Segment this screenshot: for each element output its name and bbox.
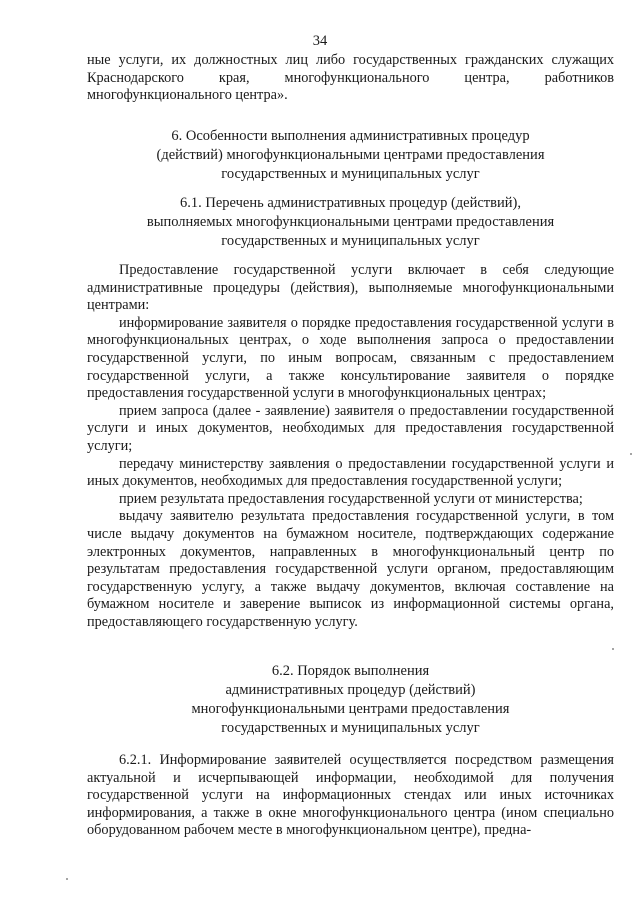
section-6-2-heading-line-3: многофункциональными центрами предоставления bbox=[191, 701, 510, 717]
scan-speck bbox=[612, 648, 614, 650]
section-6-2-body bbox=[87, 752, 614, 840]
section-6-heading-line-1: 6. Особенности выполнения административных процедур bbox=[171, 128, 530, 144]
paragraph-issue-result: выдачу заявителю результата предоставления государственной услуги, в том числе выдачу документов на бумажном носителе, подтверждающих содержание электронных документов, направленных в многофункциональный центр по результатам предоставления государственной услуги органом, предоставляющим государственную услугу, а также выдачу документов, включая составление на бумажном носителе и заверение выписок из информационной системы органа, предоставляющего государственную услугу. bbox=[87, 508, 614, 630]
scan-speck bbox=[630, 453, 632, 455]
section-6-2-heading-line-1: 6.2. Порядок выполнения bbox=[271, 663, 430, 679]
page-number: 34 bbox=[312, 33, 328, 49]
section-6-heading bbox=[87, 127, 614, 184]
paragraph-request: прием запроса (далее - заявление) заявителя о предоставлении государственной услуги и иных документов, необходимых для предоставления государственной услуги; bbox=[87, 402, 614, 454]
section-6-2-heading bbox=[87, 662, 614, 738]
section-6-1-heading-line-1: 6.1. Перечень административных процедур (действий), bbox=[180, 195, 521, 211]
section-6-1-heading bbox=[87, 194, 614, 251]
section-6-2-heading-line-2: административных процедур (действий) bbox=[225, 682, 476, 698]
section-6-1-body bbox=[87, 262, 614, 631]
paragraph-informing: информирование заявителя о порядке предоставления государственной услуги в многофункциональных центрах, о ходе выполнения запроса о предоставлении государственной услуги, по иным вопросам, связанным с предоставлением государственной услуги, а также консультирование заявителя о порядке предоставления государственной услуги в многофункциональных центрах; bbox=[87, 314, 614, 402]
section-6-heading-line-3: государственных и муниципальных услуг bbox=[221, 166, 480, 182]
scan-speck bbox=[66, 878, 68, 880]
section-6-2-heading-line-4: государственных и муниципальных услуг bbox=[221, 720, 480, 736]
paragraph-transfer: передачу министерству заявления о предоставлении государственной услуги и иных документов, необходимых для предоставления государственной услуги; bbox=[87, 455, 614, 490]
paragraph-6-2-1: 6.2.1. Информирование заявителей осуществляется посредством размещения актуальной и исчерпывающей информации, необходимой для получения государственной услуги на информационных стендах или иных источниках информирования, а также в окне многофункционального центра (ином специально оборудованном рабочем месте в многофункциональном центре), предна- bbox=[87, 752, 614, 839]
section-6-1-heading-line-3: государственных и муниципальных услуг bbox=[221, 233, 480, 249]
intro-paragraph: ные услуги, их должностных лиц либо государственных гражданских служащих Краснодарского края, многофункционального центра, работников многофункционального центра». bbox=[87, 52, 614, 104]
section-6-1-heading-line-2: выполняемых многофункциональными центрами предоставления bbox=[146, 214, 555, 230]
section-6-heading-line-2: (действий) многофункциональными центрами предоставления bbox=[156, 147, 545, 163]
paragraph-intro: Предоставление государственной услуги включает в себя следующие административные процедуры (действия), выполняемые многофункциональными центрами: bbox=[87, 262, 614, 314]
paragraph-receive-result: прием результата предоставления государственной услуги от министерства; bbox=[119, 490, 583, 507]
